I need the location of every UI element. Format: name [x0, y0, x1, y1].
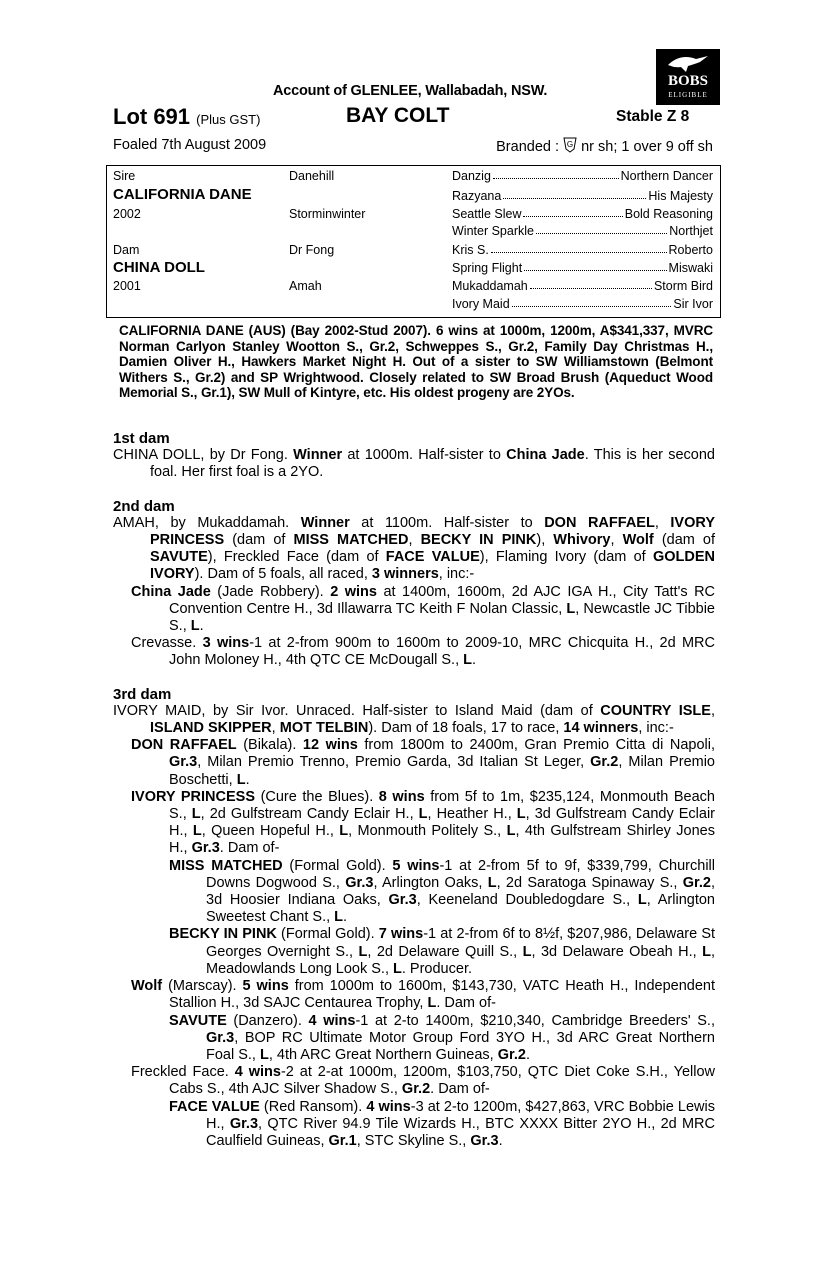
ancestor-row: Mukaddamah Storm Bird: [452, 279, 713, 293]
logo-text: BOBS: [667, 73, 709, 89]
grand-progeny-entry: FACE VALUE (Red Ransom). 4 wins-3 at 2-to 1200m, $427,863, VRC Bobbie Lewis H., Gr.3, QTC River 94.9 Tile Wizards H., BTC XXXX Bitter 2YO H., 2d MRC Caulfield Guineas, Gr.1, STC Skyline S., Gr.3.: [169, 1098, 715, 1149]
progeny-entry: China Jade (Jade Robbery). 2 wins at 1400m, 1600m, 2d AJC IGA H., City Tatt's RC Convention Centre H., 3d Illawarra TC Keith F Nolan Classic, L, Newcastle JC Tibbie S., L.: [131, 583, 716, 635]
branding: [496, 137, 713, 155]
progeny-entry: IVORY PRINCESS (Cure the Blues). 8 wins from 5f to 1m, $235,124, Monmouth Beach S., L, 2d Gulfstream Candy Eclair H., L, Heather H., L, 3d Gulfstream Candy Eclair H., L, Queen Hopeful H., L, Monmouth Politely S., L, 4th Gulfstream Shirley Jones H., Gr.3. Dam of-: [131, 788, 716, 857]
pedigree-table: [106, 165, 721, 318]
grand-progeny-entry: MISS MATCHED (Formal Gold). 5 wins-1 at 2-from 5f to 9f, $339,799, Churchill Downs Dogwood S., Gr.3, Arlington Oaks, L, 2d Saratoga Spinaway S., Gr.2, 3d Hoosier Indiana Oaks, Gr.3, Keeneland Doubledogdare S., L, Arlington Sweetest Chant S., L.: [169, 857, 715, 926]
progeny-entry: Crevasse. 3 wins-1 at 2-from 900m to 1600m to 2009-10, MRC Chicquita H., 2d MRC John Moloney H., 4th QTC CE McDougall S., L.: [131, 635, 715, 669]
sire-label: Sire: [113, 169, 136, 183]
progeny-entry: Wolf (Marscay). 5 wins from 1000m to 1600m, $143,730, VATC Heath H., Independent Stallion H., 3d SAJC Centaurea Trophy, L. Dam of-: [131, 978, 715, 1012]
third-dam-progeny-list: [113, 737, 715, 1150]
grandsire-sire: Danehill: [289, 169, 335, 183]
second-dam-entry: AMAH, by Mukaddamah. Winner at 1100m. Half-sister to DON RAFFAEL, IVORY PRINCESS (dam of MISS MATCHED, BECKY IN PINK), Whivory, Wolf (dam of SAVUTE), Freckled Face (dam of FACE VALUE), Flaming Ivory (dam of GOLDEN IVORY). Dam of 5 foals, all raced, 3 winners, inc:-: [113, 514, 716, 583]
gst-note: (Plus GST): [196, 112, 261, 127]
svg-text:G: G: [566, 140, 574, 149]
bird-logo-icon: [666, 53, 710, 73]
sire-name: CALIFORNIA DANE: [113, 186, 252, 203]
grand-progeny-entry: BECKY IN PINK (Formal Gold). 7 wins-1 at 2-from 6f to 8½f, $207,986, Delaware St Georges Overnight S., L, 2d Delaware Quill S., L, 3d Delaware Obeah H., L, Meadowlands Long Look S., L. Producer.: [169, 926, 716, 977]
dam-sections: [113, 430, 715, 1150]
ancestor-row: Seattle Slew Bold Reasoning: [452, 207, 713, 221]
dam-label: Dam: [113, 243, 140, 257]
ancestor-row: Danzig Northern Dancer: [452, 169, 713, 183]
third-dam-heading: 3rd dam: [113, 685, 172, 703]
vendor-account: Account of GLENLEE, Wallabadah, NSW.: [273, 83, 548, 99]
dam-name: CHINA DOLL: [113, 259, 205, 276]
horse-description: BAY COLT: [346, 104, 450, 127]
first-dam-entry: CHINA DOLL, by Dr Fong. Winner at 1000m. Half-sister to China Jade. This is her second foal. Her first foal is a 2YO.: [113, 447, 715, 481]
branded-label: Branded :: [496, 139, 560, 155]
lot-number: [113, 104, 260, 130]
progeny-entry: DON RAFFAEL (Bikala). 12 wins from 1800m to 2400m, Gran Premio Citta di Napoli, Gr.3, Milan Premio Trenno, Premio Garda, 3d Italian St Leger, Gr.2, Milan Premio Boschetti, L.: [131, 737, 715, 788]
third-dam-entry: IVORY MAID, by Sir Ivor. Unraced. Half-sister to Island Maid (dam of COUNTRY ISLE, ISLAND SKIPPER, MOT TELBIN). Dam of 18 foals, 17 to race, 14 winners, inc:-: [113, 702, 715, 737]
first-dam-heading: 1st dam: [113, 430, 170, 447]
stable-number: Stable Z 8: [616, 108, 690, 125]
progeny-entry: Freckled Face. 4 wins-2 at 2-at 1000m, 1200m, $103,750, QTC Diet Coke S.H., Yellow Cabs S., 4th AJC Silver Shadow S., Gr.2. Dam of-: [131, 1064, 715, 1098]
granddam-sire: Storminwinter: [289, 207, 366, 221]
dam-year: 2001: [113, 279, 141, 293]
ancestor-row: Spring Flight Miswaki: [452, 261, 713, 275]
grand-progeny-entry: SAVUTE (Danzero). 4 wins-1 at 2-to 1400m, $210,340, Cambridge Breeders' S., Gr.3, BOP RC Ultimate Motor Group Ford 3YO H., 3d ARC Great Northern Foal S., L, 4th ARC Great Northern Guineas, Gr.2.: [169, 1012, 715, 1063]
bobs-eligible-logo: [656, 49, 720, 105]
ancestor-row: Winter Sparkle Northjet: [452, 224, 713, 238]
ancestor-row: Kris S. Roberto: [452, 243, 713, 257]
grandsire-dam: Dr Fong: [289, 243, 335, 257]
branded-detail: nr sh; 1 over 9 off sh: [581, 139, 713, 155]
foaled-date: Foaled 7th August 2009: [113, 137, 267, 153]
lot-label: Lot 691: [113, 104, 191, 129]
logo-subtext: ELIGIBLE: [668, 91, 708, 99]
ancestor-row: Razyana His Majesty: [452, 189, 713, 203]
sire-stud-summary: CALIFORNIA DANE (AUS) (Bay 2002-Stud 2007). 6 wins at 1000m, 1200m, A$341,337, MVRC Norman Carlyon Stanley Wootton S., Gr.2, Schweppes S., Gr.2, Family Day Christmas H., Damien Oliver H., Hawkers Market Night H. Out of a sister to SW Williamstown (Belmont Withers S., Gr.2) and SP Wrightwood. Closely related to SW Broad Brush (Aqueduct Wood Memorial S., Gr.1), SW Mull of Kintyre, etc. His oldest progeny are 2YOs.: [119, 323, 713, 400]
brand-mark-icon: [563, 137, 577, 153]
second-dam-heading: 2nd dam: [113, 497, 175, 515]
sire-year: 2002: [113, 207, 141, 221]
ancestor-row: Ivory Maid Sir Ivor: [452, 297, 713, 311]
granddam-dam: Amah: [289, 279, 322, 293]
